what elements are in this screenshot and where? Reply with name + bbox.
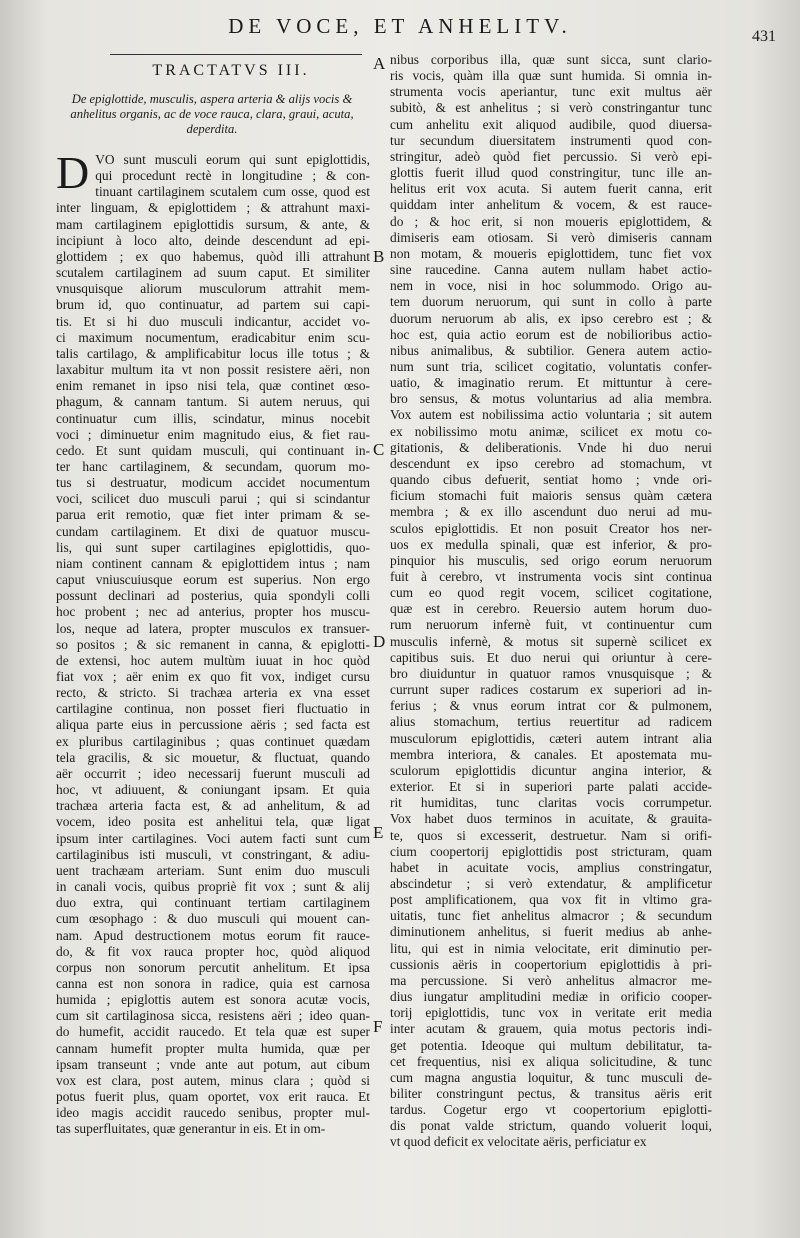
text-line: cum œsophago : & duo musculi qui mouent can- bbox=[56, 911, 370, 927]
text-line: ipsum inter cartilagines. Voci autem facti sunt cum bbox=[56, 830, 370, 846]
text-line: bro diuiduntur in quatuor ramos vnusquisque ; & bbox=[390, 665, 712, 681]
text-line: scutalem cartilaginem ad suum caput. Et similiter bbox=[56, 265, 370, 281]
text-line: cum magna angustia loquitur, & tunc musculi de- bbox=[390, 1069, 712, 1085]
text-line: strumenta vocis aperiantur, tunc exit multus aër bbox=[390, 84, 712, 100]
text-line: inter acutam & grauem, quia motus pectoris indi- bbox=[390, 1021, 712, 1037]
text-line: laxabitur multum ita vt non possit resistere aëri, non bbox=[56, 362, 370, 378]
text-line: helitus erit vox acuta. Si autem fuerit canna, erit bbox=[390, 181, 712, 197]
text-line: caput vniuscuiusque eorum est superius. Non ergo bbox=[56, 572, 370, 588]
text-line: duo extra, qui continuant tertiam cartilaginem bbox=[56, 895, 370, 911]
text-line: corpus non sonorum percutit anhelitum. Et ipsa bbox=[56, 959, 370, 975]
text-line: alius stomachum, tertius reuertitur ad radicem bbox=[390, 714, 712, 730]
text-line: possunt declinari ad posterius, quia spondyli colli bbox=[56, 588, 370, 604]
text-line: get potentia. Ideoque qui multum debilitatur, ta- bbox=[390, 1037, 712, 1053]
margin-letter-f: F bbox=[373, 1017, 383, 1036]
text-line: vox est clara, post autem, minus clara ; quòd si bbox=[56, 1072, 370, 1088]
text-line: cium coopertorij epiglottidis post stricturam, quam bbox=[390, 843, 712, 859]
text-line: do humefit, accidit raucedo. Et tela quæ est super bbox=[56, 1024, 370, 1040]
text-line: incipiunt à loco alto, deinde descendunt ad epi- bbox=[56, 232, 370, 248]
text-line: non motam, & moueris epiglottidem, tunc fiet vox bbox=[390, 245, 712, 261]
text-line: cum anhelitu exit aliquod audibile, quod diuersa- bbox=[390, 116, 712, 132]
text-line: tinuant cartilaginem scutalem cum osse, quod est bbox=[95, 184, 370, 200]
text-line: ex nobilissimo motu animæ, scilicet ex motu co- bbox=[390, 423, 712, 439]
left-column-text bbox=[56, 147, 370, 1138]
text-line: quæ est in cerebro. Reuersio autem horum duo- bbox=[390, 601, 712, 617]
text-line: hoc est, quia actio eorum est de nobilioribus actio- bbox=[390, 326, 712, 342]
text-line: uos ex medulla spinali, quæ est inferior, & pro- bbox=[390, 536, 712, 552]
text-line: mam cartilaginem epiglottidis sursum, & ante, & bbox=[56, 216, 370, 232]
text-line: bro sensus, & motus voluntarius ad alia membra. bbox=[390, 391, 712, 407]
text-line: cussionis aëris in coopertorium epiglottidis à pri- bbox=[390, 956, 712, 972]
text-line: exterior. Et si in superiori parte palati accide- bbox=[390, 779, 712, 795]
text-line: capitibus suis. Et duo nerui qui oriuntur à cere- bbox=[390, 649, 712, 665]
right-column-text bbox=[390, 52, 712, 1151]
header-rule bbox=[110, 54, 362, 55]
text-line: torij epiglottidis, tunc vox in veritate erit media bbox=[390, 1005, 712, 1021]
text-line: tis. Et si hi duo musculi indicantur, accidet vo- bbox=[56, 313, 370, 329]
text-line: fiat vox ; aër enim ex quo fit vox, indiget cursu bbox=[56, 669, 370, 684]
text-line: quiddam inter anhelitum & vocem, & est rauce- bbox=[390, 197, 712, 213]
text-line: vocem, ideo posita est anhelitui tela, quæ ligat bbox=[56, 814, 370, 830]
text-line: cundam cartilaginem. Et dixi de quatuor muscu- bbox=[56, 523, 370, 539]
text-line: recto, & stricto. Si trachæa arteria ex vna esset bbox=[56, 685, 370, 701]
text-line: stringitur, adeò quòd fiet percussio. Si verò epi- bbox=[390, 148, 712, 164]
text-line: nibus animalibus, & subtilior. Genera autem actio- bbox=[390, 342, 712, 358]
text-line: lis, qui sunt super cartilagines epiglottidis, quo- bbox=[56, 539, 370, 555]
text-line: potus fuerit plus, quam oportet, vox erit rauca. Et bbox=[56, 1089, 370, 1105]
text-line: hoc, vt adiuuent, & coniungant ipsam. Et quia bbox=[56, 782, 370, 798]
text-line: voci ; diminuetur enim magnitudo eius, & fiet rau- bbox=[56, 426, 370, 442]
text-line: cannam humefit propter multa humida, quæ per bbox=[56, 1040, 370, 1056]
text-line: brum id, quo continuatur, ad partem sui capi- bbox=[56, 297, 370, 313]
text-line: cet frequentius, nisi ex aliqua solicitudine, & tunc bbox=[390, 1053, 712, 1069]
text-line: cartilaginibus isti musculi, vt constringant, & adiu- bbox=[56, 846, 370, 862]
text-line: in canali vocis, quibus propriè fit vox ; sunt & alij bbox=[56, 879, 370, 895]
text-line: sculorum epiglottidis dicuntur angina interior, & bbox=[390, 762, 712, 778]
text-line: Vox autem est nobilissima actio voluntaria ; sit autem bbox=[390, 407, 712, 423]
text-line: duorum neruorum ab alis, ex ipso cerebro est ; & bbox=[390, 310, 712, 326]
text-line: vnusquisque aliorum musculorum attrahit mem- bbox=[56, 281, 370, 297]
text-line: ex pluribus cartilaginibus ; quas continuet quædam bbox=[56, 733, 370, 749]
text-line: cum eo quod regit vocem, scilicet cogitatione, bbox=[390, 585, 712, 601]
text-line: dimiseris eam otiosam. Si verò dimiseris cannam bbox=[390, 229, 712, 245]
text-line: do, & fit vox rauca propter hoc, quòd aliquod bbox=[56, 943, 370, 959]
text-line: aër occurrit ; ideo necessarij fuerunt musculi ad bbox=[56, 765, 370, 781]
margin-letter-d: D bbox=[373, 632, 386, 651]
text-line: membra interiora, & canales. Et apostemata mu- bbox=[390, 746, 712, 762]
text-line: parua erit remotio, quæ fiet inter primam & se- bbox=[56, 507, 370, 523]
text-line: tur secundum diuersitatem instrumenti quod con- bbox=[390, 132, 712, 148]
text-line: ris vocis, quàm illa quæ sunt humida. Si omnia in- bbox=[390, 68, 712, 84]
text-line: ipsam transeunt ; vnde ante aut potum, aut cibum bbox=[56, 1056, 370, 1072]
text-line: sine raucedine. Canna autem nullam habet actio- bbox=[390, 262, 712, 278]
text-line: fuit à cerebro, vt instrumenta vocis sint continua bbox=[390, 569, 712, 584]
treatise-title: TRACTATVS III. bbox=[152, 62, 310, 79]
text-line: hoc probent ; nec ad anterius, propter hos muscu- bbox=[56, 604, 370, 620]
text-line: de extensi, hoc autem multùm iuuat in hoc quòd bbox=[56, 652, 370, 668]
text-line: canna est non sonora in radice, quia est carnosa bbox=[56, 975, 370, 991]
text-line: continuatur cum illis, scindatur, minus nocebit bbox=[56, 410, 370, 426]
text-line: tardus. Cogetur ergo vt coopertorium epiglotti- bbox=[390, 1102, 712, 1118]
text-line: trachæa arteria facta est, & ad anhelitum, & ad bbox=[56, 798, 370, 814]
text-line: enim remanet in ipso nisi tela, quæ continet œso- bbox=[56, 378, 370, 394]
text-line: rit humiditas, tunc claritas vocis corrumpetur. bbox=[390, 795, 712, 811]
text-line: inter linguam, & epiglottidem ; & attrahunt maxi- bbox=[56, 200, 370, 216]
text-line: cedo. Et sunt quidam musculi, qui continuant in- bbox=[56, 442, 370, 458]
text-line: VO sunt musculi eorum qui sunt epiglottidis, bbox=[95, 152, 370, 167]
text-line: descendunt ex ipso cerebro ad stomachum, vt bbox=[390, 455, 712, 471]
right-column bbox=[390, 52, 712, 1151]
text-line: te, quos si excesserit, destruetur. Nam si orifi- bbox=[390, 827, 712, 843]
text-line: rum neruorum infernè fuit, vt continuentur cum bbox=[390, 617, 712, 633]
text-line: gitationis, & deliberationis. Vnde hi duo nerui bbox=[390, 439, 712, 455]
text-line: humida ; epiglottis autem est sonora acutæ vocis, bbox=[56, 992, 370, 1008]
text-line: cartilagine continua, non posset fieri fluctuatio in bbox=[56, 701, 370, 717]
text-line: dius iungatur amplitudini mediæ in orificio cooper- bbox=[390, 989, 712, 1005]
text-line: subitò, & est anhelitus ; si verò constringantur tunc bbox=[390, 100, 712, 116]
text-line: tas superfluitates, quæ generantur in eis. Et in om- bbox=[56, 1121, 326, 1137]
text-line: membra ; & ex illo ascendunt duo nerui ad mu- bbox=[390, 504, 712, 520]
text-line: Vox habet duos terminos in acuitate, & grauita- bbox=[390, 811, 712, 827]
text-line: num sunt tria, scilicet cogitatio, voluntatis confer- bbox=[390, 358, 712, 374]
text-line: glottidem ; ex quo habemus, quòd illi attrahunt bbox=[56, 248, 370, 264]
margin-letter-a: A bbox=[373, 54, 386, 73]
running-head: DE VOCE, ET ANHELITV. bbox=[228, 14, 572, 38]
text-line: abscindetur ; si verò extendatur, & amplificetur bbox=[390, 875, 712, 891]
text-line: ma percussione. Si verò anhelitus almacror me- bbox=[390, 972, 712, 988]
text-line: voci, scilicet duo musculi parui ; qui si scindantur bbox=[56, 491, 370, 507]
text-line: litu, qui est in nimia velocitate, erit diminutio per- bbox=[390, 940, 712, 956]
text-line: uent trachæam arteriam. Sunt enim duo musculi bbox=[56, 862, 370, 878]
text-line: musculis infernè, & motus sit supernè scilicet ex bbox=[390, 633, 712, 649]
text-line: nibus corporibus illa, quæ sunt sicca, sunt clario- bbox=[390, 52, 712, 67]
text-line: currunt super radices costarum ex superiori ad in- bbox=[390, 682, 712, 698]
drop-cap: D bbox=[56, 147, 90, 198]
margin-letter-c: C bbox=[373, 440, 385, 459]
left-column bbox=[56, 147, 370, 1138]
text-line: ideo magis accidit raucedo senibus, propter mul- bbox=[56, 1105, 370, 1121]
text-line: talis cartilago, & amplificabitur locus ille totus ; & bbox=[56, 345, 370, 361]
text-line: niam continent cannam & epiglottidem intus ; nam bbox=[56, 555, 370, 571]
text-line: so positos ; & sic remanent in canna, & epiglotti- bbox=[56, 636, 370, 652]
text-line: tus si destruatur, modicum accidet nocumentum bbox=[56, 475, 370, 491]
text-line: do ; & hoc erit, si non moueris epiglottidem, & bbox=[390, 213, 712, 229]
text-line: pinquior his musculis, sed origo eorum neruorum bbox=[390, 552, 712, 568]
text-line: biliter constringunt pectus, & transitus aëris erit bbox=[390, 1086, 712, 1101]
text-line: nem in voce, nisi in hoc solummodo. Origo au- bbox=[390, 278, 712, 294]
text-line: dis ponat valde strictum, quando voluerit loqui, bbox=[390, 1118, 712, 1134]
text-line: musculorum epiglottidis, cæteri autem intrant alia bbox=[390, 730, 712, 746]
text-line: vt quod deficit ex velocitate aëris, perficiatur ex bbox=[390, 1134, 647, 1150]
text-line: aliqua parte eius in percussione aëris ; sed facta est bbox=[56, 717, 370, 733]
text-line: los, neque ad latera, propter musculos ex transuer- bbox=[56, 620, 370, 636]
page-number: 431 bbox=[752, 28, 776, 45]
text-line: uitatis, tunc fiet anhelitus almacror ; & secundum bbox=[390, 908, 712, 924]
text-line: ci maximum nocumentum, eradicabitur enim scu- bbox=[56, 329, 370, 345]
text-line: habet in acuitate vocis, amplius constringatur, bbox=[390, 859, 712, 875]
text-line: diminutionem anhelitus, si fuerit medius ab anhe- bbox=[390, 924, 712, 940]
margin-letter-e: E bbox=[373, 823, 384, 842]
margin-letter-b: B bbox=[373, 247, 385, 266]
text-line: glottis fuerit illud quod constringitur, tunc ille an- bbox=[390, 165, 712, 181]
text-line: sculos epiglottidis. Et non posuit Creator hos ner- bbox=[390, 520, 712, 536]
text-line: tem duorum neruorum, qui sunt in collo à parte bbox=[390, 294, 712, 310]
text-line: ficium stomachi fuit maioris sensus quàm cætera bbox=[390, 488, 712, 504]
text-line: nam. Apud destructionem motus eorum fit rauce- bbox=[56, 927, 370, 943]
text-line: post amplificationem, qua vox fit in vltimo gra- bbox=[390, 892, 712, 908]
text-line: cum sit cartilaginosa sicca, resistens aëri ; ideo quan- bbox=[56, 1008, 370, 1024]
text-line: quando cibus defuerit, sentiat homo ; vnde ori- bbox=[390, 472, 712, 488]
text-line: uatio, & imaginatio rerum. Et mittuntur à cere- bbox=[390, 375, 712, 391]
text-line: ter hanc cartilaginem, & secundam, quorum mo- bbox=[56, 458, 370, 474]
text-line: phagum, & cannam tantum. Si autem neruus, qui bbox=[56, 394, 370, 410]
text-line: tela gracilis, & sic mouetur, & fluctuat, quando bbox=[56, 749, 370, 765]
text-line: ferius ; & vnus eorum intrat cor & pulmonem, bbox=[390, 698, 712, 714]
text-line: qui procedunt rectè in longitudine ; & con- bbox=[95, 168, 370, 184]
treatise-subtitle: De epiglottide, musculis, aspera arteria & alijs vocis & anhelitus organis, ac de voce rauca, clara, graui, acuta, deperdita. bbox=[70, 92, 354, 136]
